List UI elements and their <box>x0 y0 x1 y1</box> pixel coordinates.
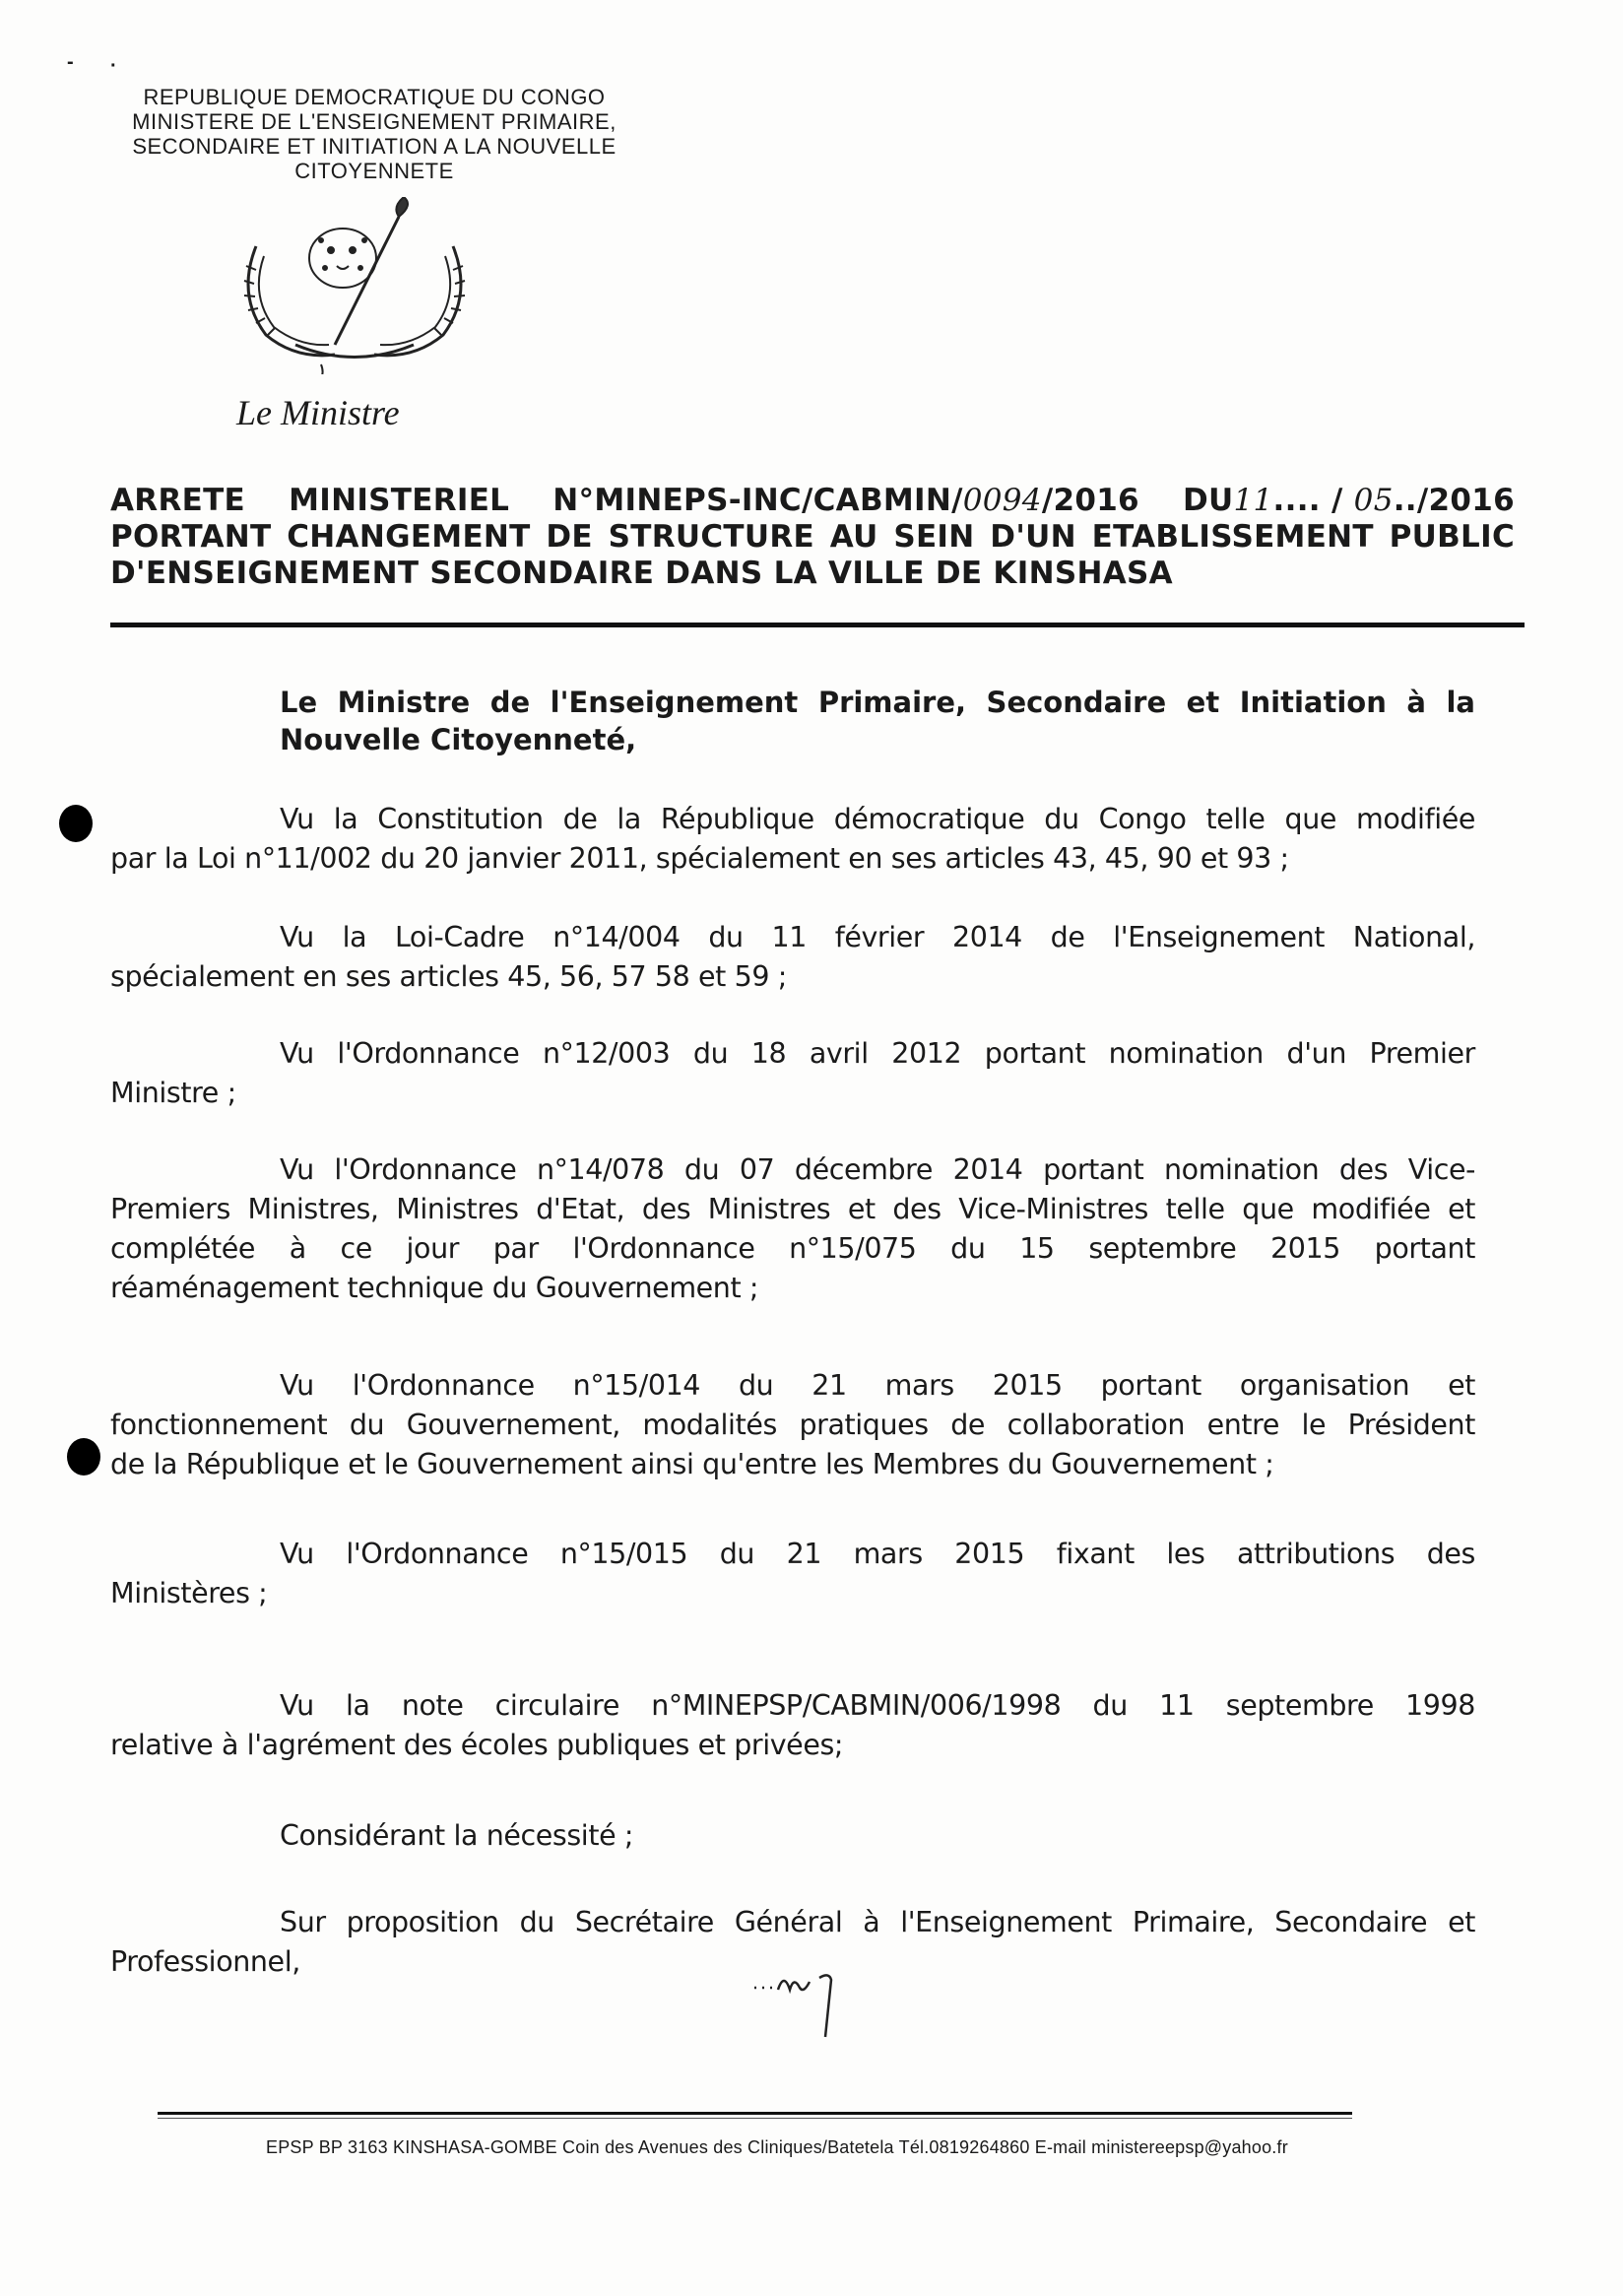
coat-of-arms-emblem <box>227 197 483 374</box>
footer-divider <box>158 2112 1352 2115</box>
paragraph-line: Vu l'Ordonnance n°12/003 du 18 avril 2012 portant nomination d'un Premier <box>280 1037 1475 1070</box>
paragraph-line: Vu l'Ordonnance n°15/015 du 21 mars 2015 fixant les attributions des <box>280 1538 1475 1570</box>
paragraph-line: par la Loi n°11/002 du 20 janvier 2011, spécialement en ses articles 43, 45, 90 et 93 ; <box>110 842 1289 875</box>
handwritten-day: 11 <box>1233 483 1273 518</box>
paragraph-line: Ministre ; <box>110 1077 236 1109</box>
decree-title-line: PORTANT CHANGEMENT DE STRUCTURE AU SEIN D'UN ETABLISSEMENT PUBLIC <box>110 519 1515 555</box>
paragraph-line: relative à l'agrément des écoles publiques et privées; <box>110 1729 844 1761</box>
handwritten-month: 05 <box>1353 483 1394 518</box>
paragraph-line: Considérant la nécessité ; <box>280 1819 634 1852</box>
decree-qualifier: MINISTERIEL <box>289 483 510 518</box>
reference-prefix: N°MINEPS-INC/CABMIN/ <box>552 483 963 518</box>
letterhead-line: SECONDAIRE ET INITIATION A LA NOUVELLE <box>132 134 617 159</box>
paragraph <box>110 1034 1475 1113</box>
footer-divider-thin <box>158 2118 1352 2119</box>
paragraph-line: Vu l'Ordonnance n°14/078 du 07 décembre 2014 portant nomination des Vice- <box>280 1153 1475 1186</box>
paragraph-line: Sur proposition du Secrétaire Général à l'Enseignement Primaire, Secondaire et <box>280 1906 1475 1938</box>
paragraph-line: Vu la Constitution de la République démocratique du Congo telle que modifiée <box>280 803 1475 835</box>
minister-signature-title: Le Ministre <box>236 393 400 432</box>
paragraph-line: complétée à ce jour par l'Ordonnance n°15/075 du 15 septembre 2015 portant <box>110 1232 1475 1265</box>
date-prefix: DU <box>1182 483 1234 518</box>
punch-hole <box>59 805 93 842</box>
letterhead-line: MINISTERE DE L'ENSEIGNEMENT PRIMAIRE, <box>132 109 617 134</box>
decree-date: DU11.... / 05../2016 <box>1182 483 1515 518</box>
paragraph-line: de la République et le Gouvernement ainsi qu'entre les Membres du Gouvernement ; <box>110 1448 1274 1480</box>
paragraph <box>110 918 1475 997</box>
scan-mark: - <box>67 51 74 73</box>
paragraph-line: spécialement en ses articles 45, 56, 57 58 et 59 ; <box>110 960 787 993</box>
title-divider <box>110 623 1525 627</box>
paragraph <box>110 1150 1475 1308</box>
paragraph <box>110 1686 1475 1765</box>
paragraph <box>110 1535 1475 1613</box>
decree-title-line: D'ENSEIGNEMENT SECONDAIRE DANS LA VILLE DE KINSHASA <box>110 556 1173 591</box>
punch-hole <box>67 1438 100 1476</box>
decree-reference <box>552 483 1139 519</box>
paragraph <box>110 800 1475 879</box>
preamble-line: Nouvelle Citoyenneté, <box>280 723 637 756</box>
date-year: /2016 <box>1416 483 1515 518</box>
paragraph-line: Vu l'Ordonnance n°15/014 du 21 mars 2015 portant organisation et <box>280 1369 1475 1402</box>
decree-reference-line <box>110 483 1515 519</box>
paragraph <box>110 1366 1475 1484</box>
preamble <box>280 684 1475 758</box>
paragraph-line: Professionnel, <box>110 1945 300 1978</box>
decree-title <box>110 483 1515 592</box>
scan-mark: · <box>110 55 117 77</box>
paragraph-line: Vu la note circulaire n°MINEPSP/CABMIN/006/1998 du 11 septembre 1998 <box>280 1689 1475 1722</box>
paragraph-line: Ministères ; <box>110 1577 268 1609</box>
footer-address: EPSP BP 3163 KINSHASA-GOMBE Coin des Avenues des Cliniques/Batetela Tél.0819264860 E-mail ministereepsp@yahoo.fr <box>266 2137 1288 2157</box>
paragraph-line: Vu la Loi-Cadre n°14/004 du 11 février 2014 de l'Enseignement National, <box>280 921 1475 953</box>
handwritten-number: 0094 <box>962 483 1042 518</box>
handwritten-initials <box>750 1960 859 2039</box>
paragraph-line: fonctionnement du Gouvernement, modalités pratiques de collaboration entre le Président <box>110 1409 1475 1441</box>
paragraph <box>110 1816 1475 1856</box>
letterhead-line: REPUBLIQUE DEMOCRATIQUE DU CONGO <box>143 85 606 109</box>
decree-type: ARRETE <box>110 483 246 518</box>
letterhead <box>69 85 680 183</box>
paragraph-line: réaménagement technique du Gouvernement ; <box>110 1272 759 1304</box>
paragraph-line: Premiers Ministres, Ministres d'Etat, des Ministres et des Vice-Ministres telle que modifiée et <box>110 1193 1475 1225</box>
preamble-line: Le Ministre de l'Enseignement Primaire, Secondaire et Initiation à la <box>280 686 1475 719</box>
letterhead-line: CITOYENNETE <box>294 159 454 183</box>
reference-year: /2016 <box>1041 483 1139 518</box>
